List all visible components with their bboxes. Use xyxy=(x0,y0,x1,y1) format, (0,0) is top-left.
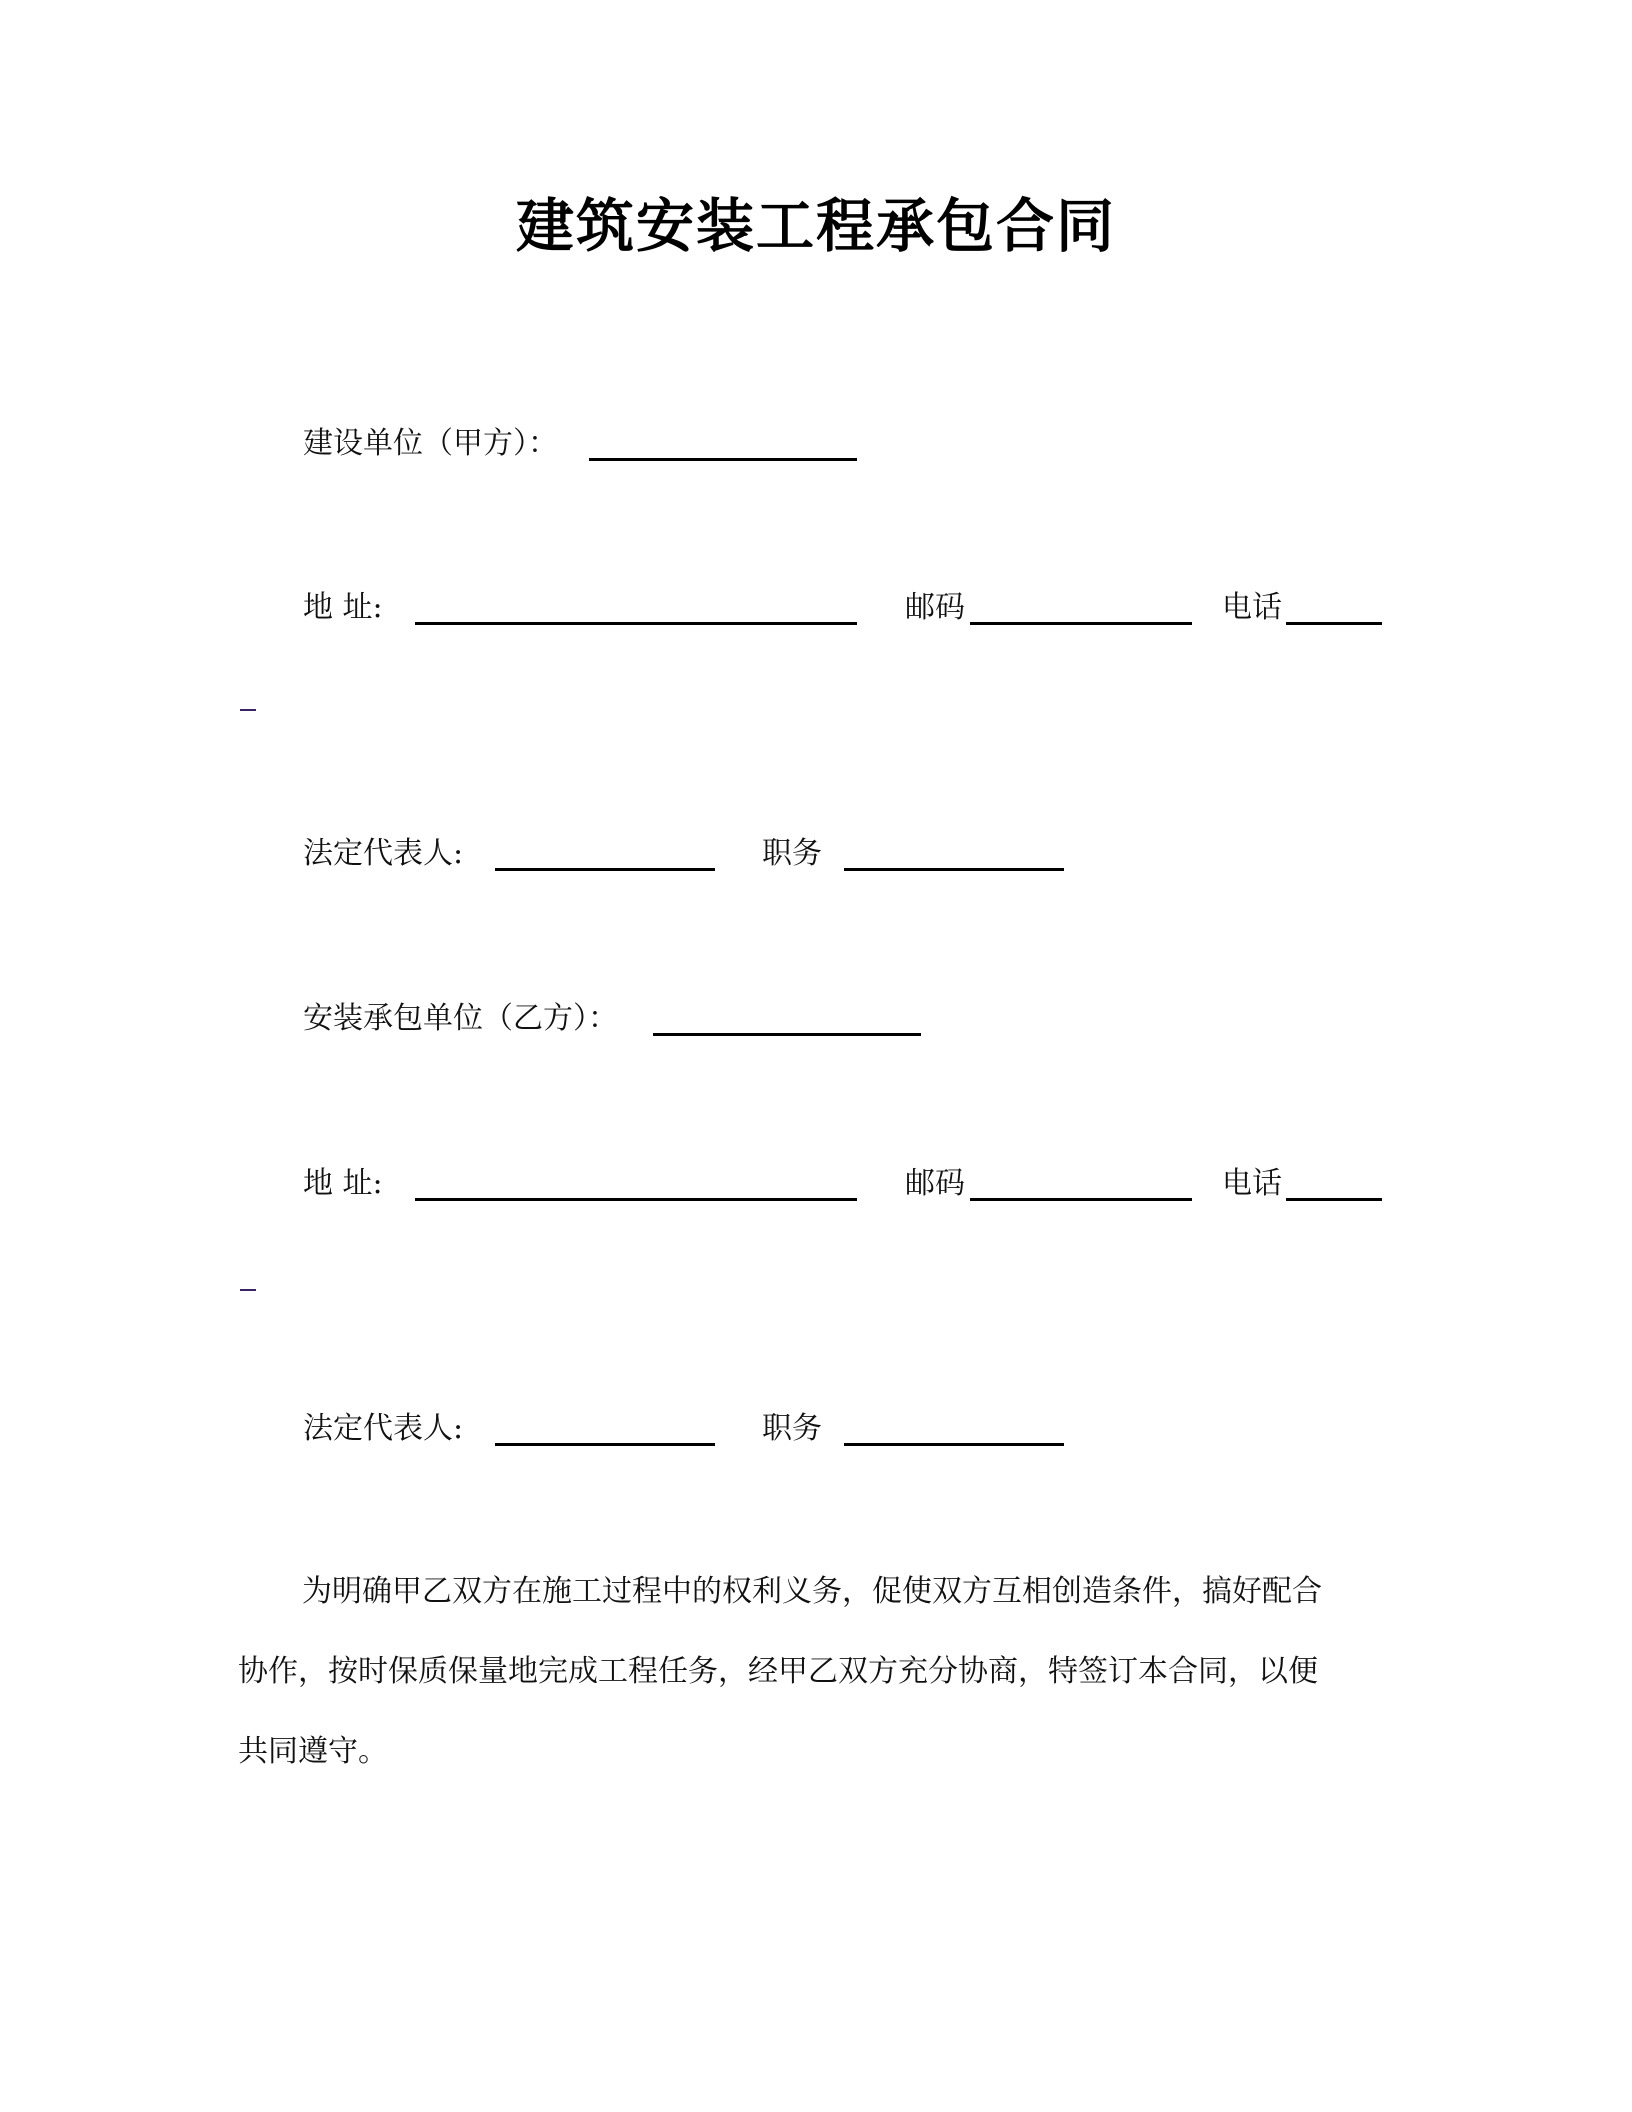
party-a-position-label: 职务 xyxy=(762,836,822,871)
party-b-address-field[interactable] xyxy=(415,1198,857,1201)
phone-continuation-mark xyxy=(240,1289,256,1291)
party-b-phone-label: 电话 xyxy=(1222,1166,1282,1201)
preamble-line: 协作，按时保质保量地完成工程任务，经甲乙双方充分协商，特签订本合同，以便 xyxy=(238,1654,1318,1689)
party-b-position-field[interactable] xyxy=(844,1443,1064,1446)
party-b-unit-row xyxy=(303,999,1203,1039)
party-a-address-field[interactable] xyxy=(415,622,857,625)
party-b-postcode-field[interactable] xyxy=(970,1198,1192,1201)
party-a-unit-field[interactable] xyxy=(589,458,857,461)
party-a-phone-label: 电话 xyxy=(1222,590,1282,625)
party-a-rep-row xyxy=(303,834,1203,874)
document-title: 建筑安装工程承包合同 xyxy=(515,192,1116,260)
party-a-phone-field[interactable] xyxy=(1286,622,1382,625)
party-b-position-label: 职务 xyxy=(762,1411,822,1446)
party-b-postcode-label: 邮码 xyxy=(905,1166,965,1201)
preamble-paragraph xyxy=(238,1552,1378,1792)
party-b-address-label: 地 址: xyxy=(303,1166,383,1201)
party-a-unit-row xyxy=(303,424,1203,464)
party-b-rep-row xyxy=(303,1409,1203,1449)
party-b-unit-label: 安装承包单位（乙方）： xyxy=(303,1001,618,1036)
party-a-rep-field[interactable] xyxy=(495,868,715,871)
party-b-phone-field[interactable] xyxy=(1286,1198,1382,1201)
party-a-address-row xyxy=(303,588,1403,628)
party-b-address-row xyxy=(303,1164,1403,1204)
party-b-unit-field[interactable] xyxy=(653,1033,921,1036)
phone-continuation-mark xyxy=(240,709,256,711)
party-a-address-label: 地 址: xyxy=(303,590,383,625)
party-a-postcode-field[interactable] xyxy=(970,622,1192,625)
party-a-unit-label: 建设单位（甲方）： xyxy=(303,426,558,461)
party-b-rep-label: 法定代表人: xyxy=(303,1411,464,1446)
party-b-rep-field[interactable] xyxy=(495,1443,715,1446)
preamble-line: 为明确甲乙双方在施工过程中的权利义务，促使双方互相创造条件，搞好配合 xyxy=(302,1574,1322,1609)
party-a-rep-label: 法定代表人: xyxy=(303,836,464,871)
party-a-position-field[interactable] xyxy=(844,868,1064,871)
party-a-postcode-label: 邮码 xyxy=(905,590,965,625)
preamble-line: 共同遵守。 xyxy=(238,1734,388,1769)
